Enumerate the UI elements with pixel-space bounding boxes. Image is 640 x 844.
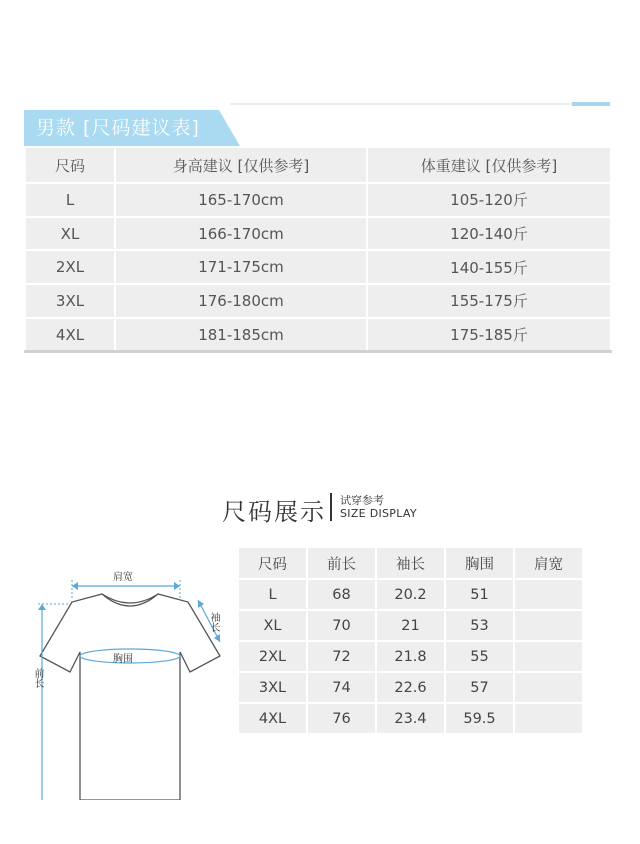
size-cell: 51 (445, 579, 514, 610)
size-row (238, 610, 583, 641)
size-cell: XL (238, 610, 307, 641)
advice-cell: 165-170cm (115, 183, 367, 217)
front-length-label: 前长 (32, 668, 43, 688)
advice-header-cell: 尺码 (25, 147, 115, 183)
advice-row (25, 318, 611, 352)
size-cell: 70 (307, 610, 376, 641)
size-cell: 20.2 (376, 579, 445, 610)
advice-cell: 155-175斤 (367, 284, 611, 318)
size-header-cell: 肩宽 (514, 547, 583, 579)
advice-cell: 140-155斤 (367, 250, 611, 284)
advice-header-cell: 身高建议 [仅供参考] (115, 147, 367, 183)
size-row (238, 641, 583, 672)
advice-cell: 120-140斤 (367, 217, 611, 251)
chest-label: 胸围 (113, 654, 133, 665)
advice-cell: 105-120斤 (367, 183, 611, 217)
size-cell: 4XL (238, 703, 307, 734)
advice-cell: XL (25, 217, 115, 251)
advice-tab-title: 男款 [尺码建议表] (36, 117, 200, 139)
size-cell (514, 672, 583, 703)
advice-cell: 175-185斤 (367, 318, 611, 352)
size-cell: 53 (445, 610, 514, 641)
size-display-title: 尺码展示 (222, 498, 326, 526)
size-cell: 59.5 (445, 703, 514, 734)
size-cell (514, 610, 583, 641)
sleeve-length-label: 袖长 (208, 612, 219, 632)
advice-cell: 181-185cm (115, 318, 367, 352)
size-cell: 72 (307, 641, 376, 672)
size-header-cell: 胸围 (445, 547, 514, 579)
size-row (238, 703, 583, 734)
tshirt-measure-diagram (30, 560, 230, 800)
size-header-cell: 袖长 (376, 547, 445, 579)
size-cell: 55 (445, 641, 514, 672)
advice-header-row (25, 147, 611, 183)
advice-cell: 176-180cm (115, 284, 367, 318)
size-display-subtitle-cn: 试穿参考 (340, 494, 384, 507)
advice-row (25, 284, 611, 318)
size-cell (514, 641, 583, 672)
size-cell: 3XL (238, 672, 307, 703)
shoulder-arrow-left (72, 582, 78, 590)
size-advice-table (24, 146, 612, 353)
advice-cell: 4XL (25, 318, 115, 352)
size-cell: 74 (307, 672, 376, 703)
size-cell: 2XL (238, 641, 307, 672)
size-cell: 21 (376, 610, 445, 641)
size-cell: 76 (307, 703, 376, 734)
tshirt-collar (102, 594, 158, 606)
advice-row (25, 250, 611, 284)
size-row (238, 672, 583, 703)
size-cell: L (238, 579, 307, 610)
tshirt-outline (40, 594, 220, 800)
size-header-cell: 尺码 (238, 547, 307, 579)
advice-cell: 171-175cm (115, 250, 367, 284)
shoulder-arrow-right (174, 582, 180, 590)
size-display-subtitle-en: SIZE DISPLAY (340, 507, 417, 520)
size-cell: 68 (307, 579, 376, 610)
size-header-cell: 前长 (307, 547, 376, 579)
size-header-row (238, 547, 583, 579)
advice-row (25, 183, 611, 217)
advice-cell: 2XL (25, 250, 115, 284)
shoulder-width-label: 肩宽 (113, 572, 133, 583)
size-cell: 23.4 (376, 703, 445, 734)
size-cell (514, 703, 583, 734)
advice-cell: 3XL (25, 284, 115, 318)
size-row (238, 579, 583, 610)
size-cell: 57 (445, 672, 514, 703)
advice-cell: L (25, 183, 115, 217)
size-cell: 21.8 (376, 641, 445, 672)
top-divider (230, 103, 610, 105)
size-cell (514, 579, 583, 610)
top-divider-accent (572, 102, 610, 106)
advice-row (25, 217, 611, 251)
size-display-table (237, 546, 584, 735)
advice-cell: 166-170cm (115, 217, 367, 251)
size-cell: 22.6 (376, 672, 445, 703)
advice-header-cell: 体重建议 [仅供参考] (367, 147, 611, 183)
title-separator (330, 493, 332, 521)
